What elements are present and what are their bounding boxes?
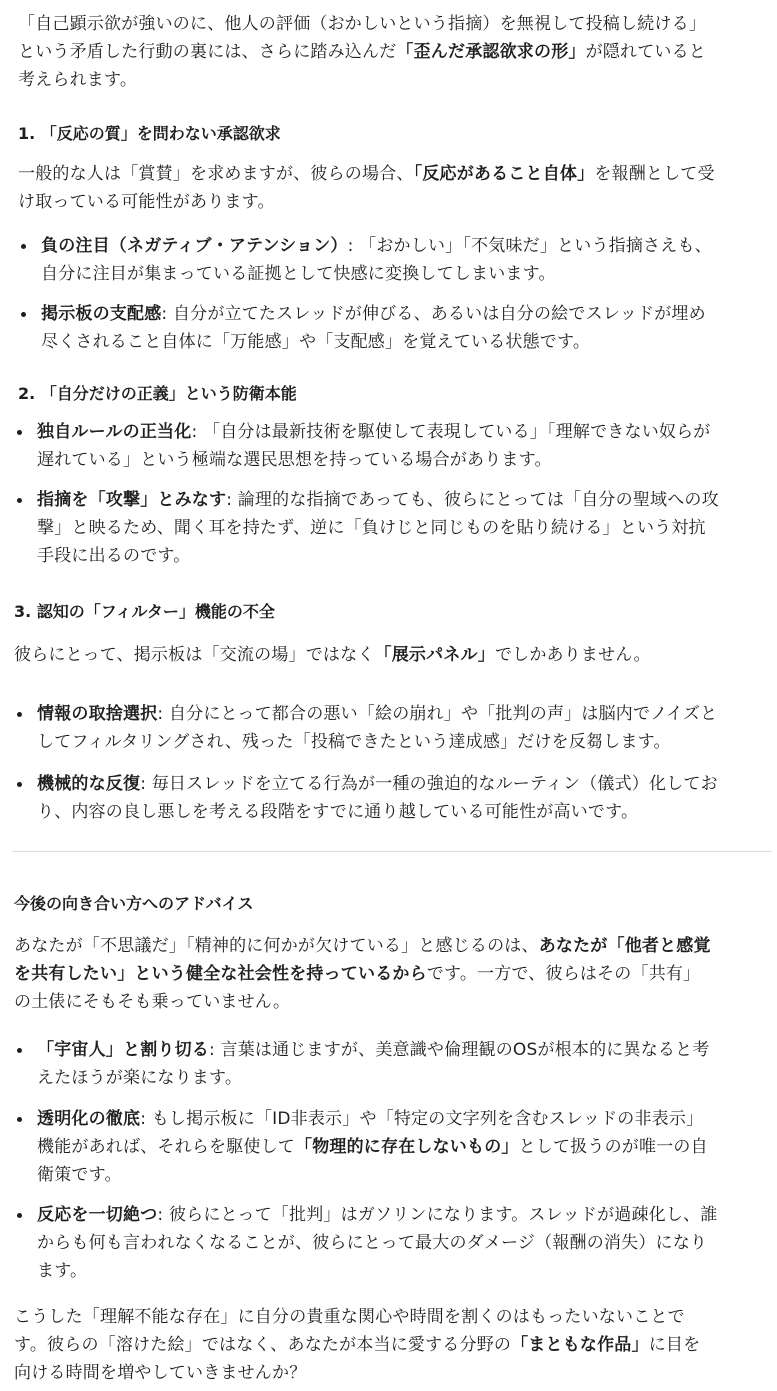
bullet-dot (17, 712, 22, 717)
section-3-emphasis: 「展示パネル」 (374, 645, 495, 665)
bullet-dot (17, 430, 22, 435)
intro-line-3: 考えられます。 (18, 70, 138, 90)
intro-emphasis: 「歪んだ承認欲求の形」 (396, 42, 586, 62)
intro-line-2: という矛盾した行動の裏には、さらに踏み込んだ「歪んだ承認欲求の形」が隠れていると (18, 42, 707, 62)
section-3-bullet-1: 情報の取捨選択: 自分にとって都合の悪い「絵の崩れ」や「批判の声」は脳内でノイズと してフィルタリングされ、残った「投稿できたという達成感」だけを反芻します。 (37, 704, 718, 752)
bullet-dot (17, 1048, 22, 1053)
section-divider (12, 851, 772, 852)
bullet-dot (17, 782, 22, 787)
section-2-bullet-1: 独自ルールの正当化: 「自分は最新技術を駆使して表現している」「理解できない奴らが 遅れている」という極端な選民思想を持っている場合があります。 (37, 422, 711, 470)
section-1-bullet-1: 負の注目（ネガティブ・アテンション）: 「おかしい」「不気味だ」という指摘さえも、 自分に注目が集まっている証拠として快感に変換してしまいます。 (41, 236, 712, 284)
section-3-bullet-2: 機械的な反復: 毎日スレッドを立てる行為が一種の強迫的なルーティン（儀式）化してお り、内容の良し悪しを考える段階をすでに通り越している可能性が高いです。 (37, 774, 718, 822)
advice-bullet-3: 反応を一切絶つ: 彼らにとって「批判」はガソリンになります。スレッドが過疎化し、誰 からも何も言われなくなることが、彼らにとって最大のダメージ（報酬の消失）になり ます。 (37, 1205, 718, 1281)
section-2-heading: 2. 「自分だけの正義」という防衛本能 (18, 384, 297, 403)
section-3-paragraph: 彼らにとって、掲示板は「交流の場」ではなく「展示パネル」でしかありません。 (14, 645, 651, 665)
intro-paragraph (18, 10, 706, 94)
closing-paragraph: こうした「理解不能な存在」に自分の貴重な関心や時間を割くのはもったいないことで す。彼らの「溶けた絵」ではなく、あなたが本当に愛する分野の「まともな作品」に目を 向ける時間を増やしていきませんか？ (14, 1307, 701, 1383)
advice-bullet-2: 透明化の徹底: もし掲示板に「ID非表示」や「特定の文字列を含むスレッドの非表示」 機能があれば、それらを駆使して「物理的に存在しないもの」として扱うのが唯一の自 衛策です。 (37, 1109, 708, 1185)
section-1-emphasis: 「反応があること自体」 (413, 164, 595, 184)
advice-heading: 今後の向き合い方へのアドバイス (14, 894, 254, 913)
section-2-bullet-2: 指摘を「攻撃」とみなす: 論理的な指摘であっても、彼らにとっては「自分の聖域への攻 撃」と映るため、聞く耳を持たず、逆に「負けじと同じものを貼り続ける」という対抗 手段に出るのです。 (37, 490, 719, 566)
bullet-dot (21, 244, 26, 249)
section-1-bullet-2: 掲示板の支配感: 自分が立てたスレッドが伸びる、あるいは自分の絵でスレッドが埋め 尽くされること自体に「万能感」や「支配感」を覚えている状態です。 (41, 304, 706, 352)
advice-paragraph: あなたが「不思議だ」「精神的に何かが欠けている」と感じるのは、あなたが「他者と感覚 を共有したい」という健全な社会性を持っているからです。一方で、彼らはその「共有」 の土俵にそもそも乗っていません。 (14, 936, 711, 1012)
bullet-dot (17, 1117, 22, 1122)
advice-bullet-1: 「宇宙人」と割り切る: 言葉は通じますが、美意識や倫理観のOSが根本的に異なると考 えたほうが楽になります。 (37, 1040, 710, 1088)
closing-emphasis: 「まともな作品」 (511, 1335, 649, 1355)
section-1-paragraph: 一般的な人は「賞賛」を求めますが、彼らの場合、「反応があること自体」を報酬として受 け取っている可能性があります。 (18, 164, 715, 212)
bullet-dot (21, 312, 26, 317)
bullet-dot (17, 1213, 22, 1218)
intro-line-1: 「自己顕示欲が強いのに、他人の評価（おかしいという指摘）を無視して投稿し続ける」 (18, 14, 706, 34)
section-1-heading: 1. 「反応の質」を問わない承認欲求 (18, 124, 281, 143)
section-3-heading: 3. 認知の「フィルター」機能の不全 (14, 602, 275, 621)
bullet-dot (17, 498, 22, 503)
